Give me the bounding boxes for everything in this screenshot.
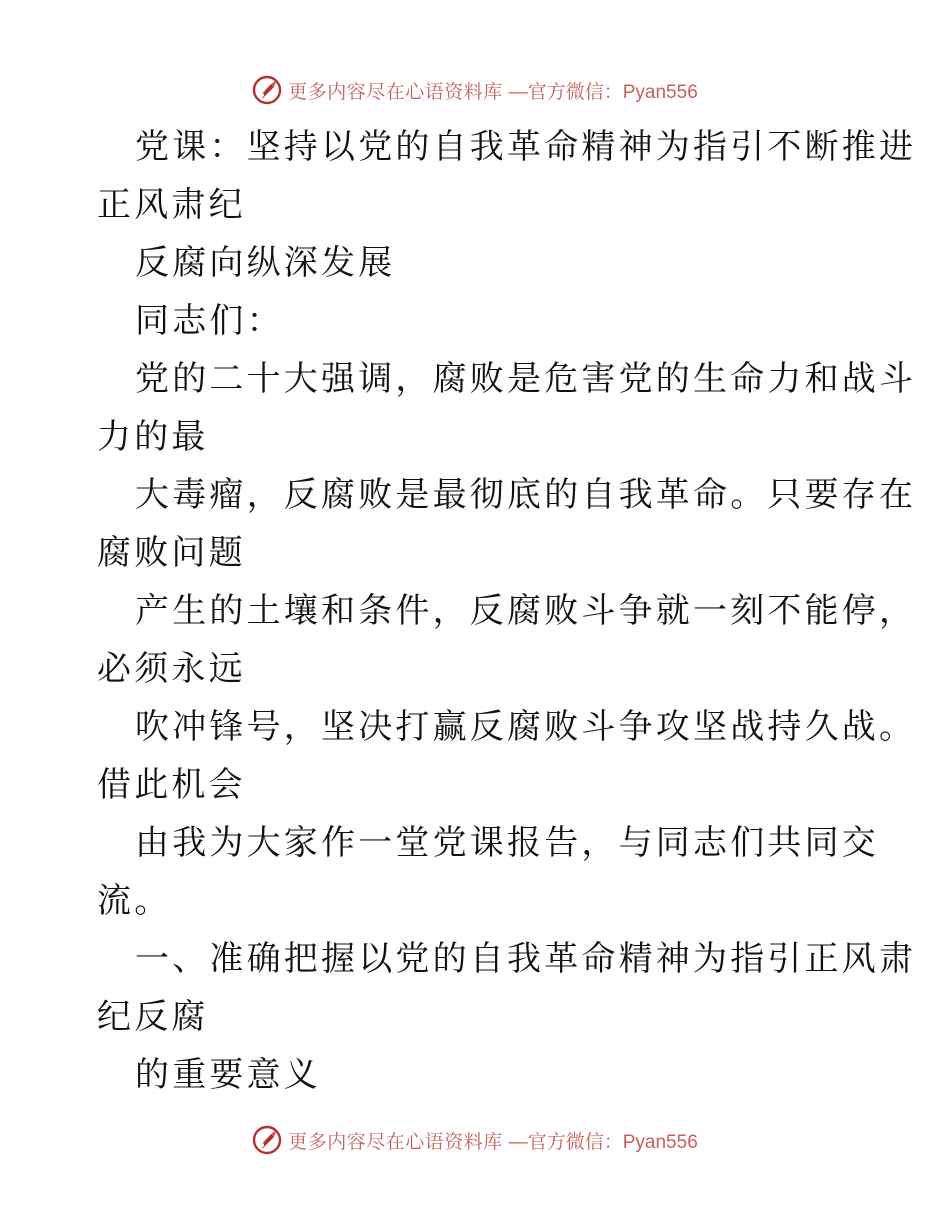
body-line: 大毒瘤，反腐败是最彻底的自我革命。只要存在 xyxy=(135,475,917,515)
body-line: 由我为大家作一堂党课报告，与同志们共同交 xyxy=(135,823,879,863)
footer-banner xyxy=(0,1120,950,1160)
body-line: 腐败问题 xyxy=(97,533,246,573)
pen-nib-logo-icon xyxy=(252,1125,282,1155)
body-line: 反腐向纵深发展 xyxy=(135,243,396,283)
pen-nib-logo-icon xyxy=(252,75,282,105)
body-line: 吹冲锋号，坚决打赢反腐败斗争攻坚战持久战。 xyxy=(135,707,917,747)
body-line: 党课：坚持以党的自我革命精神为指引不断推进 xyxy=(135,127,917,167)
section-heading: 纪反腐 xyxy=(97,997,209,1037)
header-banner xyxy=(0,70,950,110)
body-line: 党的二十大强调，腐败是危害党的生命力和战斗 xyxy=(135,359,917,399)
section-heading: 一、准确把握以党的自我革命精神为指引正风肃 xyxy=(135,939,917,979)
body-line: 产生的土壤和条件，反腐败斗争就一刻不能停， xyxy=(135,591,917,631)
header-contact-text: —官方微信：Pyan556 xyxy=(508,81,698,103)
footer-site-text: 更多内容尽在心语资料库 xyxy=(288,1130,503,1153)
header-site-text: 更多内容尽在心语资料库 xyxy=(288,80,503,103)
body-line: 力的最 xyxy=(97,417,209,457)
body-line: 必须永远 xyxy=(97,649,246,689)
body-line: 同志们： xyxy=(135,301,284,341)
section-heading: 的重要意义 xyxy=(135,1055,321,1095)
body-line: 正风肃纪 xyxy=(97,185,246,225)
body-line: 借此机会 xyxy=(97,765,246,805)
body-line: 流。 xyxy=(97,881,172,921)
footer-contact-text: —官方微信：Pyan556 xyxy=(508,1131,698,1153)
